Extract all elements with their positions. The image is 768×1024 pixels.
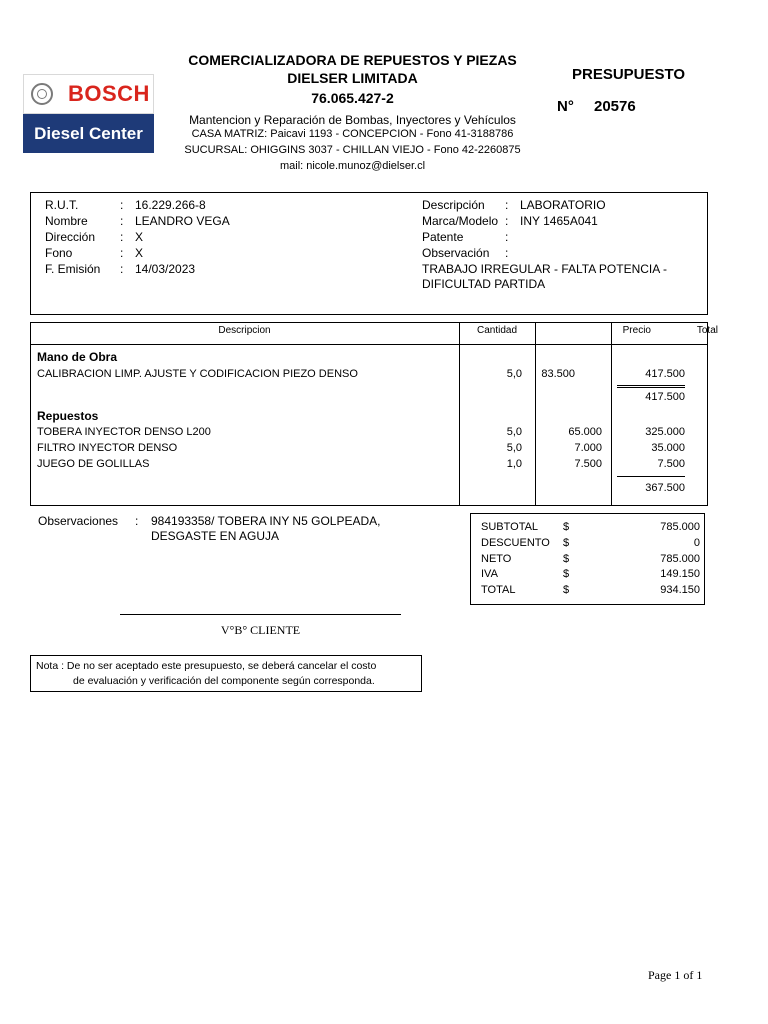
- totals-value: 785.000: [660, 553, 700, 565]
- logo-brand: BOSCH: [68, 81, 150, 106]
- col-divider: [611, 322, 612, 506]
- item-total: 7.500: [657, 458, 685, 470]
- rut-value: 16.229.266-8: [135, 198, 206, 212]
- company-casa-matriz: CASA MATRIZ: Paicavi 1193 - CONCEPCION - Fono 41-3188786: [191, 128, 514, 140]
- mano-de-obra-subtotal: 417.500: [645, 391, 685, 403]
- client-info-box: [30, 192, 708, 315]
- col-divider: [535, 322, 536, 506]
- company-sucursal: SUCURSAL: OHIGGINS 3037 - CHILLAN VIEJO - Fono 42-2260875: [184, 144, 521, 156]
- direccion-colon: :: [120, 230, 124, 244]
- item-description: JUEGO DE GOLILLAS: [37, 458, 150, 470]
- rut-label: R.U.T.: [45, 198, 79, 212]
- totals-label: DESCUENTO: [481, 537, 550, 549]
- nombre-value: LEANDRO VEGA: [135, 214, 230, 228]
- emision-value: 14/03/2023: [135, 262, 196, 276]
- fono-colon: :: [120, 246, 124, 260]
- bosch-diesel-center-logo: [23, 74, 154, 153]
- section-mano-de-obra: Mano de Obra: [37, 350, 118, 364]
- totals-currency: $: [563, 537, 570, 549]
- page-number: Page 1 of 1: [648, 968, 703, 982]
- totals-currency: $: [563, 568, 570, 580]
- repuestos-subtotal: 367.500: [645, 482, 685, 494]
- marca-value: INY 1465A041: [520, 214, 598, 228]
- item-price: 65.000: [568, 426, 602, 438]
- item-quantity: 5,0: [506, 368, 522, 380]
- observacion-colon: :: [505, 246, 509, 260]
- header-precio: Precio: [622, 325, 651, 336]
- direccion-value: X: [135, 230, 144, 244]
- company-name-line2: DIELSER LIMITADA: [287, 70, 418, 86]
- document-type: PRESUPUESTO: [572, 66, 686, 83]
- item-price: 83.500: [541, 368, 575, 380]
- company-mail: mail: nicole.munoz@dielser.cl: [279, 160, 426, 172]
- section-repuestos: Repuestos: [37, 409, 99, 423]
- descripcion-colon: :: [505, 198, 509, 212]
- totals-value: 934.150: [660, 584, 700, 596]
- totals-label: TOTAL: [481, 584, 516, 596]
- company-name-line1: COMERCIALIZADORA DE REPUESTOS Y PIEZAS: [188, 52, 517, 68]
- marca-label: Marca/Modelo: [422, 214, 499, 228]
- document-number-label: N°: [557, 98, 574, 115]
- item-price: 7.000: [574, 442, 602, 454]
- item-quantity: 1,0: [506, 458, 522, 470]
- fono-value: X: [135, 246, 144, 260]
- totals-value: 149.150: [660, 568, 700, 580]
- totals-currency: $: [563, 584, 570, 596]
- item-description: CALIBRACION LIMP. AJUSTE Y CODIFICACION PIEZO DENSO: [37, 368, 358, 380]
- patente-colon: :: [505, 230, 509, 244]
- subtotal-rule: [617, 476, 685, 477]
- company-tagline: Mantencion y Reparación de Bombas, Inyectores y Vehículos: [189, 113, 516, 127]
- document-number: 20576: [594, 98, 636, 115]
- totals-value: 0: [693, 537, 700, 549]
- descripcion-value: LABORATORIO: [520, 198, 606, 212]
- item-quantity: 5,0: [506, 426, 522, 438]
- observaciones-colon: :: [135, 514, 139, 528]
- observaciones-line2: DESGASTE EN AGUJA: [151, 529, 280, 543]
- totals-label: IVA: [481, 568, 498, 580]
- note-line2: de evaluación y verificación del componente según corresponda.: [73, 675, 375, 687]
- col-divider: [459, 322, 460, 506]
- note-box: [30, 655, 422, 692]
- signature-line: [120, 614, 401, 615]
- header-descripcion: Descripcion: [218, 325, 271, 336]
- item-description: TOBERA INYECTOR DENSO L200: [37, 426, 211, 438]
- item-quantity: 5,0: [506, 442, 522, 454]
- observacion-text-line1: TRABAJO IRREGULAR - FALTA POTENCIA -: [422, 262, 667, 276]
- observacion-label: Observación: [422, 246, 490, 260]
- totals-currency: $: [563, 521, 570, 533]
- totals-currency: $: [563, 553, 570, 565]
- observaciones-line1: 984193358/ TOBERA INY N5 GOLPEADA,: [151, 514, 381, 528]
- emision-colon: :: [120, 262, 124, 276]
- direccion-label: Dirección: [45, 230, 96, 244]
- marca-colon: :: [505, 214, 509, 228]
- header-cantidad: Cantidad: [476, 325, 518, 336]
- logo-subtitle: Diesel Center: [34, 124, 143, 143]
- observaciones-label: Observaciones: [38, 514, 119, 528]
- items-table: [30, 322, 708, 506]
- item-total: 35.000: [651, 442, 685, 454]
- nombre-colon: :: [120, 214, 124, 228]
- item-price: 7.500: [574, 458, 602, 470]
- rut-colon: :: [120, 198, 124, 212]
- emision-label: F. Emisión: [45, 262, 101, 276]
- observacion-text-line2: DIFICULTAD PARTIDA: [422, 277, 546, 291]
- note-line1: Nota : De no ser aceptado este presupuesto, se deberá cancelar el costo: [36, 660, 377, 672]
- signature-label: V°B° CLIENTE: [220, 623, 301, 637]
- item-total: 417.500: [645, 368, 685, 380]
- totals-label: NETO: [481, 553, 512, 565]
- item-total: 325.000: [645, 426, 685, 438]
- item-description: FILTRO INYECTOR DENSO: [37, 442, 178, 454]
- company-rut: 76.065.427-2: [311, 90, 394, 106]
- descripcion-label: Descripción: [422, 198, 485, 212]
- header-total: Total: [696, 325, 718, 336]
- subtotal-rule: [617, 385, 685, 388]
- totals-label: SUBTOTAL: [481, 521, 539, 533]
- fono-label: Fono: [45, 246, 73, 260]
- nombre-label: Nombre: [45, 214, 88, 228]
- totals-value: 785.000: [660, 521, 700, 533]
- patente-label: Patente: [422, 230, 464, 244]
- bosch-armature-icon: [31, 83, 53, 105]
